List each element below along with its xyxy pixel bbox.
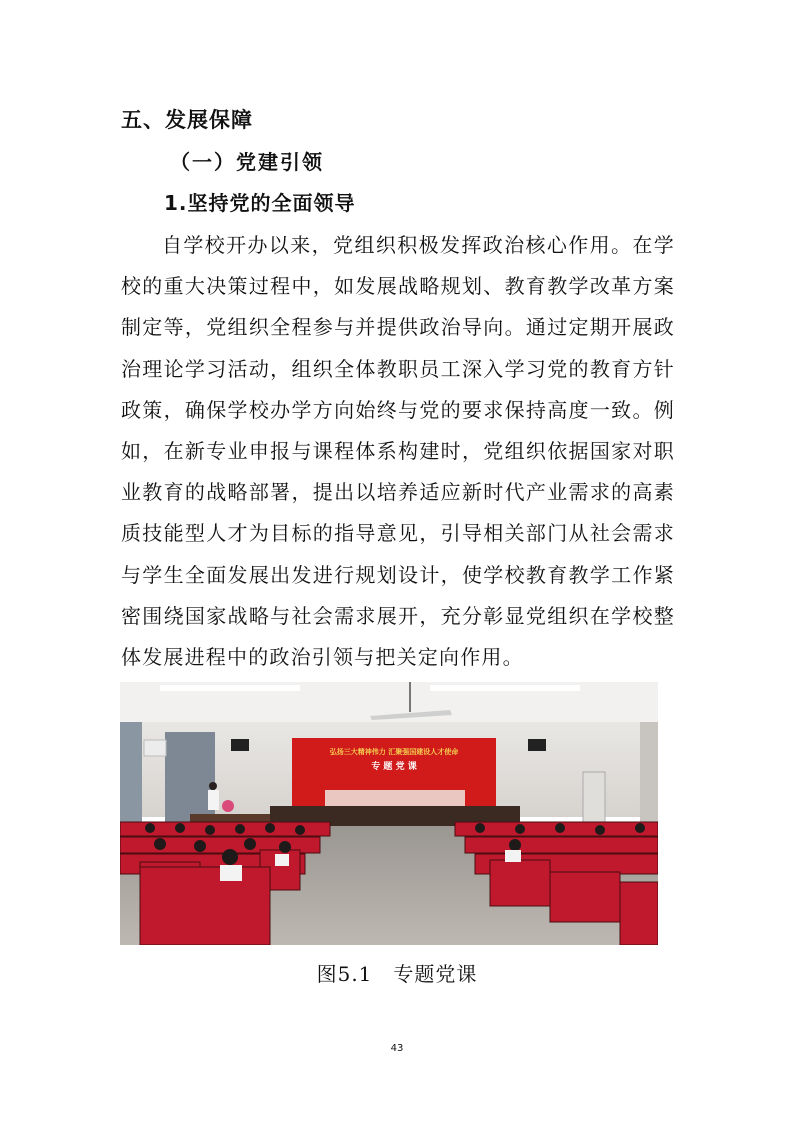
section-heading: 五、发展保障 <box>121 108 253 132</box>
meeting-photo <box>120 682 658 945</box>
item-heading: 1.坚持党的全面领导 <box>164 191 356 215</box>
subsection-heading: （一）党建引领 <box>170 150 324 174</box>
page-number: 43 <box>390 1043 404 1054</box>
screen-title: 弘扬三大精神伟力 汇聚强国建设人才使命 <box>329 748 459 756</box>
body-paragraph: 自学校开办以来，党组织积极发挥政治核心作用。在学校的重大决策过程中，如发展战略规划、教育教学改革方案制定等，党组织全程参与并提供政治导向。通过定期开展政治理论学习活动，组织全体教职员工深入学习党的教育方针政策，确保学校办学方向始终与党的要求保持高度一致。例如，在新专业申报与课程体系构建时，党组织依据国家对职业教育的战略部署，提出以培养适应新时代产业需求的高素质技能型人才为目标的指导意见，引导相关部门从社会需求与学生全面发展出发进行规划设计，使学校教育教学工作紧密围绕国家战略与社会需求展开，充分彰显党组织在学校整体发展进程中的政治引领与把关定向作用。 <box>121 233 675 670</box>
figure-caption: 图5.1 专题党课 <box>316 962 478 986</box>
screen-subtitle: 专 题 党 课 <box>371 762 417 772</box>
